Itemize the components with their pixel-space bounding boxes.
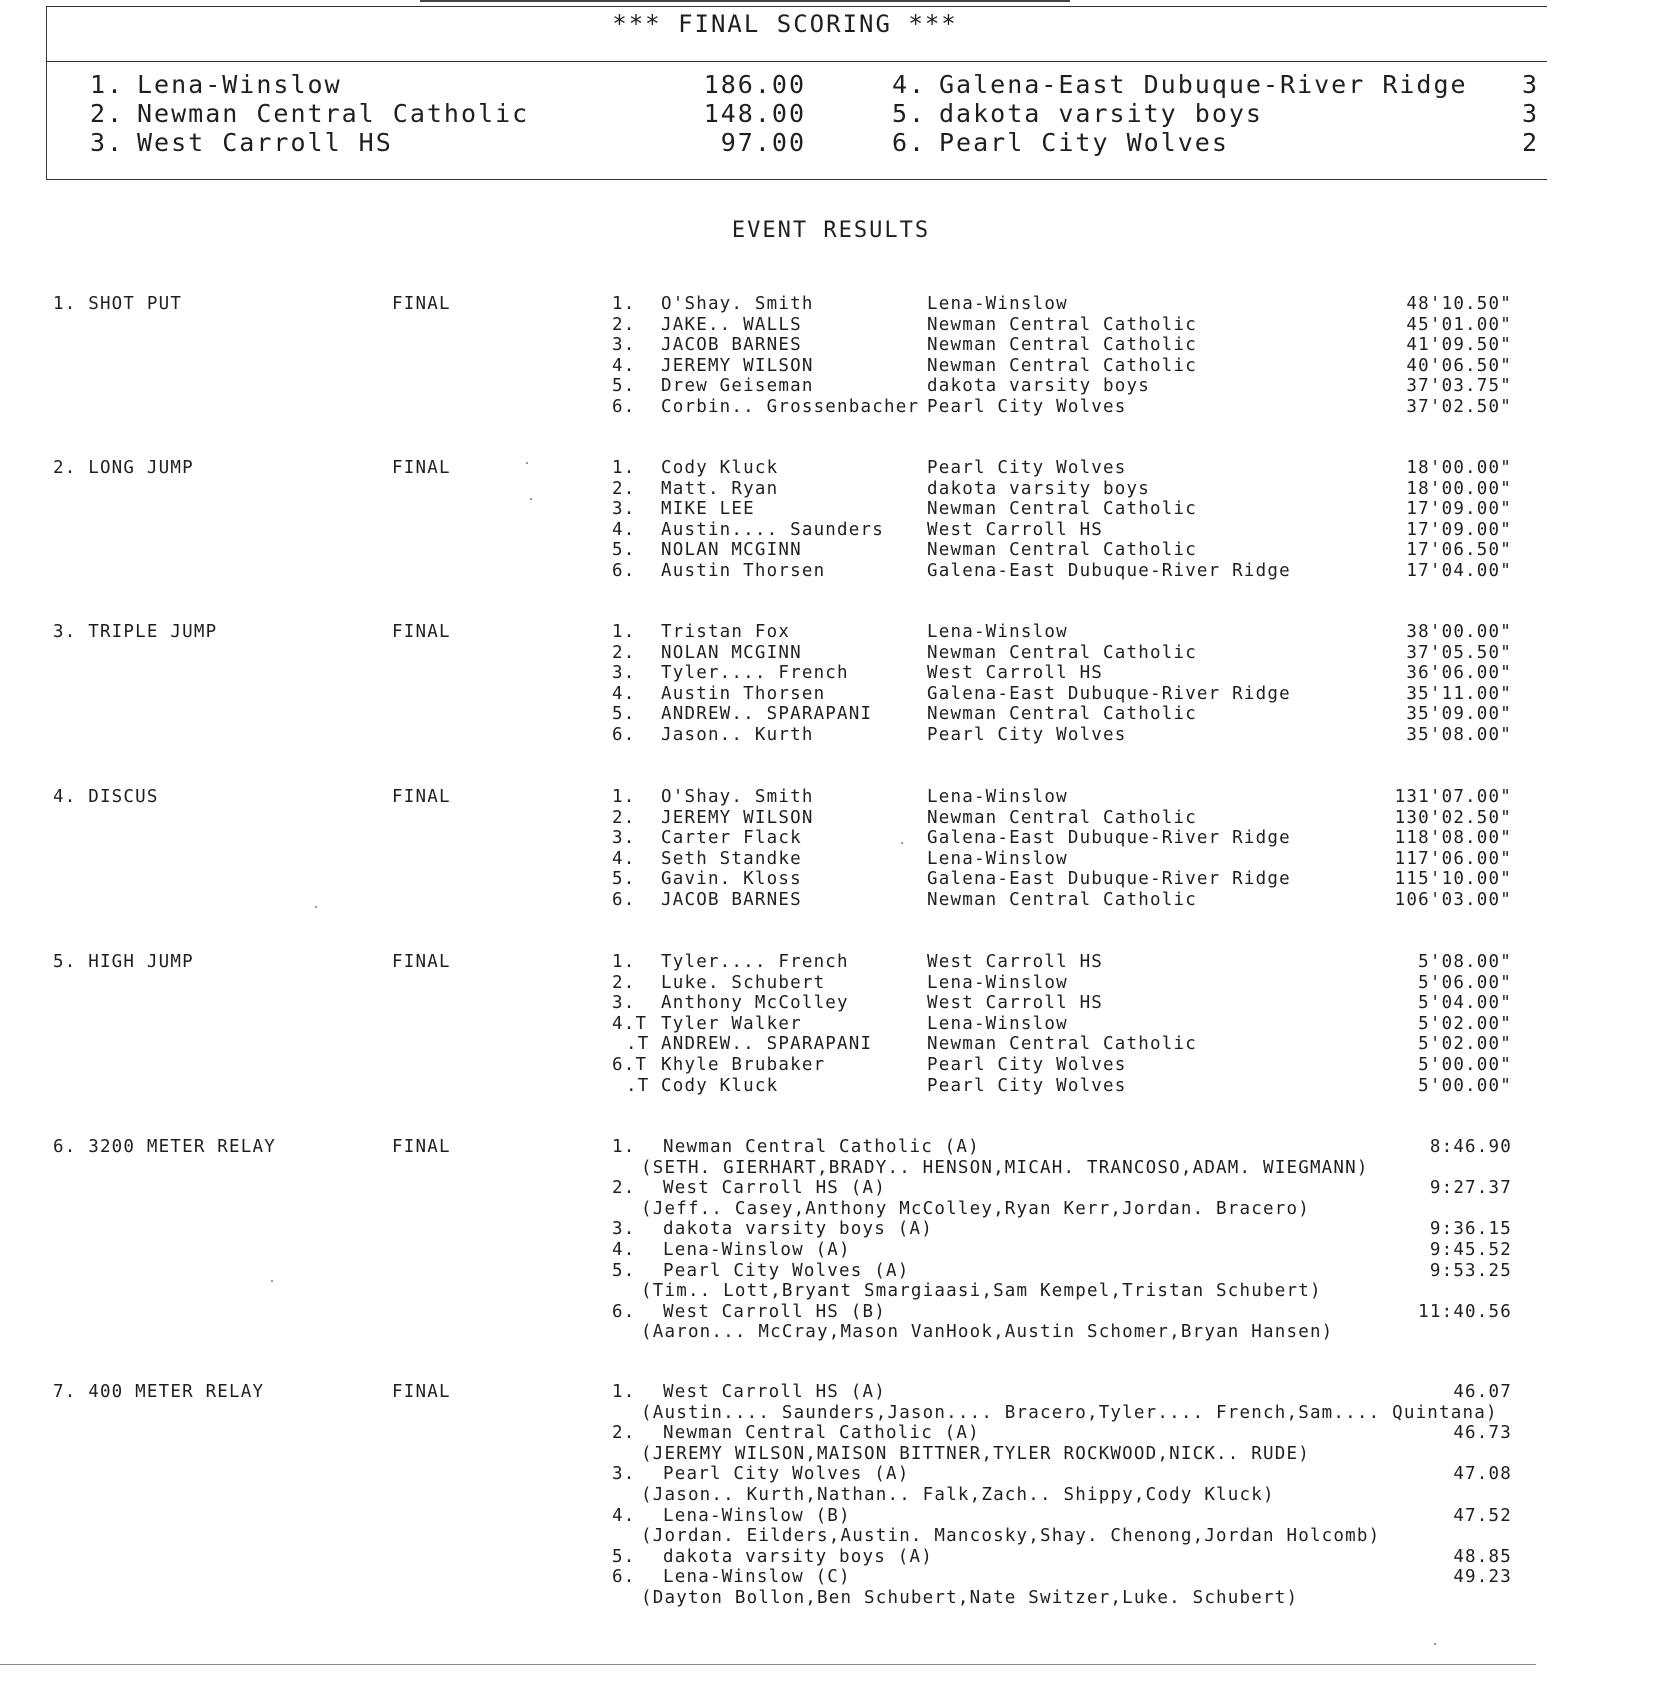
athlete-team: Lena-Winslow [927,787,1068,807]
athlete-team: Newman Central Catholic [927,807,1197,828]
relay-team: Pearl City Wolves (A) [663,1260,910,1281]
result-mark: 46.73 [1453,1423,1512,1444]
result-mark: 18'00.00" [1406,478,1512,499]
result-place: 4. [612,848,636,869]
scan-speck [271,1280,273,1282]
athlete-team: West Carroll HS [927,519,1104,540]
result-mark: 36'06.00" [1406,663,1512,684]
athlete-name: JAKE.. WALLS [661,314,802,335]
athlete-team: Lena-Winslow [927,294,1068,314]
athlete-team: Galena-East Dubuque-River Ridge [927,869,1291,890]
result-place: 2. [612,807,636,828]
relay-members: (Jason.. Kurth,Nathan.. Falk,Zach.. Shippy,Cody Kluck) [641,1485,1275,1505]
result-mark: 5'02.00" [1418,1013,1512,1034]
relay-members: (Tim.. Lott,Bryant Smargiaasi,Sam Kempel,Tristan Schubert) [641,1281,1322,1302]
result-mark: 17'09.00" [1406,519,1512,540]
athlete-team: Lena-Winslow [927,848,1068,869]
result-place: 5. [612,376,636,397]
result-place: 1. [612,458,636,478]
result-mark: 47.52 [1453,1505,1512,1526]
athlete-name: JEREMY WILSON [661,807,814,828]
team-points: 2 [1522,128,1540,157]
result-mark: 9:27.37 [1429,1178,1512,1199]
scan-speck [901,842,903,844]
result-place: 6. [612,1567,636,1588]
team-points: 148.00 [703,99,806,128]
result-place: 1. [612,1137,636,1157]
score-divider [47,61,1547,62]
result-mark: 5'04.00" [1418,993,1512,1014]
athlete-name: Tyler Walker [661,1013,802,1034]
event-name: 1. SHOT PUT [53,294,183,314]
team-points: 97.00 [720,128,806,157]
result-place: 2. [612,478,636,499]
result-place: 1. [612,622,636,642]
result-mark: 106'03.00" [1394,890,1512,910]
athlete-team: Galena-East Dubuque-River Ridge [927,828,1291,849]
result-mark: 40'06.50" [1406,355,1512,376]
team-rank: 4. [892,70,927,99]
result-mark: 48.85 [1453,1546,1512,1567]
event-round: FINAL [392,1382,451,1402]
athlete-name: O'Shay. Smith [661,787,814,807]
athlete-name: Carter Flack [661,828,802,849]
scan-speck [315,906,317,908]
result-place: 2. [612,1178,636,1199]
athlete-name: Tyler.... French [661,952,849,972]
event-round: FINAL [392,1137,451,1157]
team-rank: 6. [892,128,927,157]
relay-team: Lena-Winslow (C) [663,1567,851,1588]
relay-team: West Carroll HS (B) [663,1301,886,1322]
result-place: 1. [612,787,636,807]
athlete-name: Austin Thorsen [661,683,826,704]
result-place: 5. [612,704,636,725]
athlete-name: Luke. Schubert [661,972,826,993]
athlete-name: Seth Standke [661,848,802,869]
result-mark: 35'08.00" [1406,725,1512,745]
athlete-team: West Carroll HS [927,663,1104,684]
result-mark: 49.23 [1453,1567,1512,1588]
athlete-team: Pearl City Wolves [927,458,1127,478]
result-mark: 38'00.00" [1406,622,1512,642]
athlete-name: Corbin.. Grossenbacher [661,397,920,417]
athlete-name: ANDREW.. SPARAPANI [661,1034,873,1055]
relay-team: Newman Central Catholic (A) [663,1423,980,1444]
top-rule [420,0,1070,2]
athlete-name: Tyler.... French [661,663,849,684]
relay-team: dakota varsity boys (A) [663,1546,933,1567]
result-place: 3. [612,828,636,849]
result-place: 6. [612,561,636,581]
event-round: FINAL [392,787,451,807]
relay-team: dakota varsity boys (A) [663,1219,933,1240]
athlete-name: Austin.... Saunders [661,519,884,540]
result-place: 3. [612,993,636,1014]
result-mark: 37'05.50" [1406,642,1512,663]
athlete-team: Galena-East Dubuque-River Ridge [927,561,1291,581]
event-name: 3. TRIPLE JUMP [53,622,218,642]
result-mark: 11:40.56 [1418,1301,1512,1322]
relay-members: (JEREMY WILSON,MAISON BITTNER,TYLER ROCKWOOD,NICK.. RUDE) [641,1443,1310,1464]
result-place: 1. [612,952,636,972]
relay-members: (Jeff.. Casey,Anthony McColley,Ryan Kerr,Jordan. Bracero) [641,1198,1310,1219]
relay-members: (Aaron... McCray,Mason VanHook,Austin Schomer,Bryan Hansen) [641,1322,1334,1343]
athlete-team: Pearl City Wolves [927,1055,1127,1075]
athlete-name: Cody Kluck [661,1075,779,1096]
result-mark: 9:53.25 [1429,1260,1512,1281]
result-mark: 8:46.90 [1429,1137,1512,1157]
athlete-team: dakota varsity boys [927,376,1150,397]
result-place: 3. [612,663,636,684]
athlete-team: Newman Central Catholic [927,355,1197,376]
result-place: 3. [612,1219,636,1240]
athlete-team: Newman Central Catholic [927,642,1197,663]
relay-team: West Carroll HS (A) [663,1178,886,1199]
result-mark: 131'07.00" [1394,787,1512,807]
result-place: 1. [612,294,636,314]
result-mark: 17'06.50" [1406,540,1512,561]
event-round: FINAL [392,952,451,972]
team-name: Lena-Winslow [137,70,342,99]
result-place: .T [626,1034,650,1055]
team-name: Galena-East Dubuque-River Ridge [939,70,1468,99]
athlete-name: Drew Geiseman [661,376,814,397]
athlete-team: Newman Central Catholic [927,540,1197,561]
event-name: 4. DISCUS [53,787,159,807]
event-name: 6. 3200 METER RELAY [53,1137,276,1157]
result-mark: 118'08.00" [1394,828,1512,849]
athlete-name: ANDREW.. SPARAPANI [661,704,873,725]
athlete-name: NOLAN MCGINN [661,540,802,561]
result-mark: 45'01.00" [1406,314,1512,335]
relay-members: (Jordan. Eilders,Austin. Mancosky,Shay. Chenong,Jordan Holcomb) [641,1526,1381,1547]
result-mark: 5'00.00" [1418,1075,1512,1096]
result-mark: 37'02.50" [1406,397,1512,417]
team-name: West Carroll HS [137,128,393,157]
result-place: 3. [612,335,636,356]
result-mark: 117'06.00" [1394,848,1512,869]
athlete-team: dakota varsity boys [927,478,1150,499]
scan-speck [1434,1643,1436,1645]
result-mark: 115'10.00" [1394,869,1512,890]
event-round: FINAL [392,294,451,314]
athlete-name: Cody Kluck [661,458,779,478]
team-points: 186.00 [703,70,806,99]
result-place: 2. [612,642,636,663]
team-rank: 5. [892,99,927,128]
athlete-team: Newman Central Catholic [927,314,1197,335]
athlete-name: MIKE LEE [661,499,755,520]
athlete-name: Austin Thorsen [661,561,826,581]
result-place: 5. [612,869,636,890]
event-name: 5. HIGH JUMP [53,952,194,972]
athlete-team: Lena-Winslow [927,1013,1068,1034]
athlete-name: JEREMY WILSON [661,355,814,376]
result-mark: 48'10.50" [1406,294,1512,314]
athlete-team: Newman Central Catholic [927,1034,1197,1055]
athlete-team: Pearl City Wolves [927,1075,1127,1096]
relay-team: Newman Central Catholic (A) [663,1137,980,1157]
event-round: FINAL [392,458,451,478]
result-place: 6. [612,397,636,417]
result-mark: 5'06.00" [1418,972,1512,993]
result-mark: 46.07 [1453,1382,1512,1402]
result-place: 4.T [612,1013,648,1034]
result-place: 3. [612,499,636,520]
scan-speck [526,462,528,464]
result-place: 6.T [612,1055,648,1075]
team-rank: 3. [90,128,125,157]
result-place: 3. [612,1464,636,1485]
athlete-name: Khyle Brubaker [661,1055,826,1075]
result-place: 2. [612,972,636,993]
relay-team: Lena-Winslow (A) [663,1240,851,1260]
result-place: 5. [612,1546,636,1567]
athlete-name: Jason.. Kurth [661,725,814,745]
team-rank: 1. [90,70,125,99]
result-place: 6. [612,725,636,745]
team-name: dakota varsity boys [939,99,1263,128]
result-place: 4. [612,1505,636,1526]
result-place: 4. [612,1240,636,1260]
result-place: 4. [612,355,636,376]
result-place: 6. [612,890,636,910]
athlete-name: Matt. Ryan [661,478,779,499]
result-mark: 35'09.00" [1406,704,1512,725]
bottom-rule [0,1664,1536,1665]
result-mark: 47.08 [1453,1464,1512,1485]
team-name: Newman Central Catholic [137,99,530,128]
result-mark: 9:45.52 [1429,1240,1512,1260]
athlete-name: JACOB BARNES [661,890,802,910]
athlete-name: Anthony McColley [661,993,849,1014]
result-mark: 35'11.00" [1406,683,1512,704]
athlete-team: Lena-Winslow [927,622,1068,642]
athlete-name: Gavin. Kloss [661,869,802,890]
result-place: 5. [612,1260,636,1281]
result-mark: 5'08.00" [1418,952,1512,972]
result-mark: 130'02.50" [1394,807,1512,828]
athlete-team: West Carroll HS [927,993,1104,1014]
result-place: 4. [612,519,636,540]
athlete-name: Tristan Fox [661,622,791,642]
athlete-team: Lena-Winslow [927,972,1068,993]
result-mark: 9:36.15 [1429,1219,1512,1240]
event-round: FINAL [392,622,451,642]
relay-members: (Austin.... Saunders,Jason.... Bracero,Tyler.... French,Sam.... Quintana) [641,1402,1498,1423]
team-rank: 2. [90,99,125,128]
result-place: 2. [612,1423,636,1444]
result-mark: 17'09.00" [1406,499,1512,520]
relay-members: (SETH. GIERHART,BRADY.. HENSON,MICAH. TRANCOSO,ADAM. WIEGMANN) [641,1157,1369,1178]
result-place: .T [626,1075,650,1096]
event-results-title: EVENT RESULTS [731,218,931,243]
team-name: Pearl City Wolves [939,128,1229,157]
athlete-team: Galena-East Dubuque-River Ridge [927,683,1291,704]
result-place: 2. [612,314,636,335]
athlete-name: JACOB BARNES [661,335,802,356]
result-mark: 37'03.75" [1406,376,1512,397]
result-mark: 5'00.00" [1418,1055,1512,1075]
athlete-team: Newman Central Catholic [927,704,1197,725]
athlete-team: Pearl City Wolves [927,725,1127,745]
result-place: 6. [612,1301,636,1322]
athlete-team: Newman Central Catholic [927,890,1197,910]
result-place: 1. [612,1382,636,1402]
result-mark: 5'02.00" [1418,1034,1512,1055]
relay-team: Lena-Winslow (B) [663,1505,851,1526]
athlete-team: Newman Central Catholic [927,335,1197,356]
relay-team: Pearl City Wolves (A) [663,1464,910,1485]
team-points: 3 [1522,70,1540,99]
athlete-team: Newman Central Catholic [927,499,1197,520]
athlete-name: NOLAN MCGINN [661,642,802,663]
relay-team: West Carroll HS (A) [663,1382,886,1402]
scan-speck [530,498,532,500]
final-scoring-title: *** FINAL SCORING *** [612,10,958,38]
team-points: 3 [1522,99,1540,128]
athlete-name: O'Shay. Smith [661,294,814,314]
relay-members: (Dayton Bollon,Ben Schubert,Nate Switzer,Luke. Schubert) [641,1588,1299,1608]
result-mark: 41'09.50" [1406,335,1512,356]
athlete-team: Pearl City Wolves [927,397,1127,417]
result-place: 5. [612,540,636,561]
result-mark: 17'04.00" [1406,561,1512,581]
result-place: 4. [612,683,636,704]
event-name: 2. LONG JUMP [53,458,194,478]
event-name: 7. 400 METER RELAY [53,1382,265,1402]
athlete-team: West Carroll HS [927,952,1104,972]
result-mark: 18'00.00" [1406,458,1512,478]
